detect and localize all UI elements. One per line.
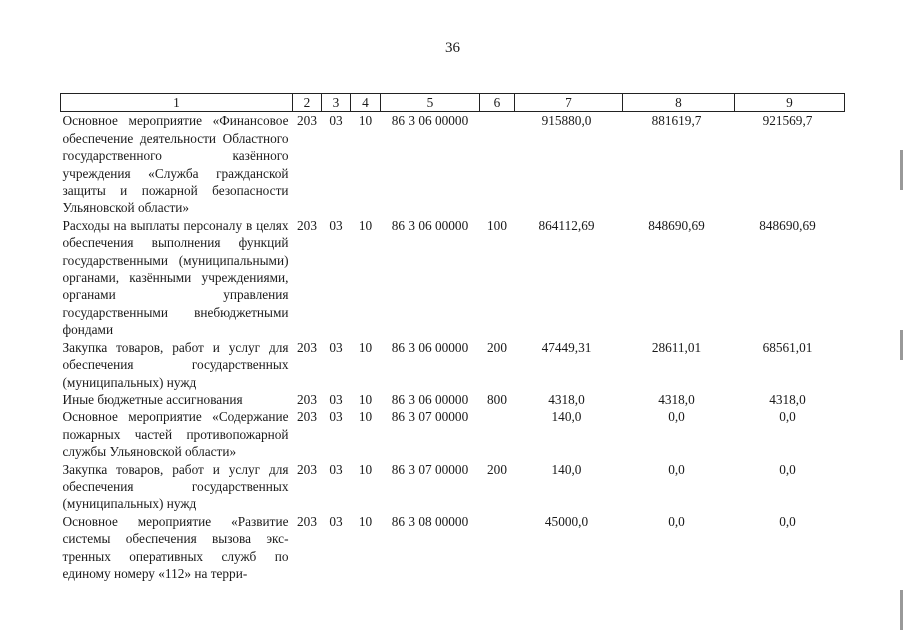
row-subsection-code: 10 bbox=[358, 113, 373, 129]
row-amount-2: 28611,01 bbox=[651, 339, 702, 355]
row-section-code: 03 bbox=[329, 461, 343, 477]
row-amount-3: 848690,69 bbox=[759, 217, 816, 233]
row-amount-1: 4318,0 bbox=[548, 391, 585, 407]
table-row bbox=[61, 112, 845, 217]
row-section-code: 03 bbox=[329, 113, 343, 129]
row-ministry-code: 203 bbox=[297, 113, 317, 129]
row-subsection-code: 10 bbox=[358, 461, 373, 477]
row-subsection-code: 10 bbox=[358, 391, 373, 407]
row-amount-2: 881619,7 bbox=[651, 113, 702, 129]
header-col-8: 8 bbox=[623, 94, 735, 112]
row-section-code: 03 bbox=[329, 513, 343, 529]
row-amount-3: 4318,0 bbox=[769, 391, 806, 407]
header-col-7: 7 bbox=[515, 94, 623, 112]
scan-edge-mark bbox=[900, 330, 903, 360]
table-row bbox=[61, 513, 845, 583]
row-expense-type bbox=[480, 112, 515, 217]
header-col-2: 2 bbox=[293, 94, 322, 112]
row-amount-1: 864112,69 bbox=[538, 217, 595, 233]
row-expense-type bbox=[480, 513, 515, 583]
header-row bbox=[61, 94, 845, 112]
table-row bbox=[61, 217, 845, 339]
row-amount-2: 0,0 bbox=[668, 513, 685, 529]
row-target-code: 86 3 06 00000 bbox=[391, 113, 469, 129]
row-name: Иные бюджетные ассигнования bbox=[62, 391, 243, 407]
row-amount-3: 68561,01 bbox=[762, 339, 813, 355]
page-number: 36 bbox=[445, 40, 460, 56]
scan-edge-mark bbox=[900, 590, 903, 630]
row-name: Основное мероприятие «Содержание пожарных частей противопожарной службы Ульяновской области» bbox=[62, 409, 289, 460]
row-amount-2: 0,0 bbox=[668, 461, 685, 477]
row-target-code: 86 3 06 00000 bbox=[391, 217, 469, 233]
scan-edge-mark bbox=[900, 150, 903, 190]
row-expense-type: 100 bbox=[487, 217, 507, 233]
row-amount-2: 4318,0 bbox=[658, 391, 695, 407]
table-row bbox=[61, 339, 845, 391]
row-ministry-code: 203 bbox=[297, 217, 317, 233]
row-target-code: 86 3 06 00000 bbox=[391, 339, 469, 355]
row-expense-type: 200 bbox=[487, 461, 507, 477]
row-target-code: 86 3 06 00000 bbox=[391, 391, 469, 407]
row-ministry-code: 203 bbox=[297, 461, 317, 477]
row-ministry-code: 203 bbox=[297, 391, 317, 407]
row-section-code: 03 bbox=[329, 391, 343, 407]
row-amount-2: 0,0 bbox=[668, 409, 685, 425]
table-header bbox=[61, 94, 845, 112]
header-col-9: 9 bbox=[735, 94, 845, 112]
table-row bbox=[61, 461, 845, 513]
row-name: Основное мероприятие «Развитие системы обеспечения вызова экстренных оперативных служб по единому номеру «112» на терри- bbox=[62, 513, 289, 581]
row-amount-2: 848690,69 bbox=[648, 217, 705, 233]
header-col-1: 1 bbox=[61, 94, 293, 112]
row-expense-type: 200 bbox=[487, 339, 507, 355]
row-subsection-code: 10 bbox=[358, 217, 373, 233]
row-target-code: 86 3 08 00000 bbox=[391, 513, 469, 529]
row-name: Основное мероприятие «Финансовое обеспечение деятельности Областного государственного казённого учреждения «Служба гражданской защиты и пожарной безопасности Ульяновской области» bbox=[62, 113, 289, 216]
row-expense-type: 800 bbox=[487, 391, 507, 407]
row-name: Расходы на выплаты персоналу в целях обеспечения выполнения функций государственными (муниципальными) органами, казёнными учреждениями, органами управления государственными внебюджетными фондами bbox=[62, 217, 289, 338]
row-amount-3: 0,0 bbox=[779, 513, 796, 529]
row-target-code: 86 3 07 00000 bbox=[391, 461, 469, 477]
row-ministry-code: 203 bbox=[297, 513, 317, 529]
row-section-code: 03 bbox=[329, 339, 343, 355]
row-amount-1: 915880,0 bbox=[541, 113, 592, 129]
row-amount-1: 45000,0 bbox=[544, 513, 589, 529]
row-section-code: 03 bbox=[329, 217, 343, 233]
row-amount-1: 140,0 bbox=[551, 409, 582, 425]
header-col-4: 4 bbox=[351, 94, 381, 112]
row-subsection-code: 10 bbox=[358, 513, 373, 529]
table-row bbox=[61, 391, 845, 408]
row-ministry-code: 203 bbox=[297, 409, 317, 425]
table-row bbox=[61, 408, 845, 460]
row-amount-3: 0,0 bbox=[779, 461, 796, 477]
row-amount-3: 921569,7 bbox=[762, 113, 813, 129]
row-ministry-code: 203 bbox=[297, 339, 317, 355]
row-subsection-code: 10 bbox=[358, 409, 373, 425]
header-col-3: 3 bbox=[322, 94, 351, 112]
row-name: Закупка товаров, работ и услуг для обеспечения государственных (муниципальных) нужд bbox=[62, 461, 289, 512]
budget-table bbox=[60, 93, 845, 582]
row-expense-type bbox=[480, 408, 515, 460]
row-amount-1: 47449,31 bbox=[541, 339, 592, 355]
row-amount-1: 140,0 bbox=[551, 461, 582, 477]
header-col-5: 5 bbox=[381, 94, 480, 112]
row-name: Закупка товаров, работ и услуг для обеспечения государственных (муниципальных) нужд bbox=[62, 339, 289, 390]
table-body bbox=[61, 112, 845, 582]
header-col-6: 6 bbox=[480, 94, 515, 112]
row-subsection-code: 10 bbox=[358, 339, 373, 355]
row-target-code: 86 3 07 00000 bbox=[391, 409, 469, 425]
row-amount-3: 0,0 bbox=[779, 409, 796, 425]
row-section-code: 03 bbox=[329, 409, 343, 425]
